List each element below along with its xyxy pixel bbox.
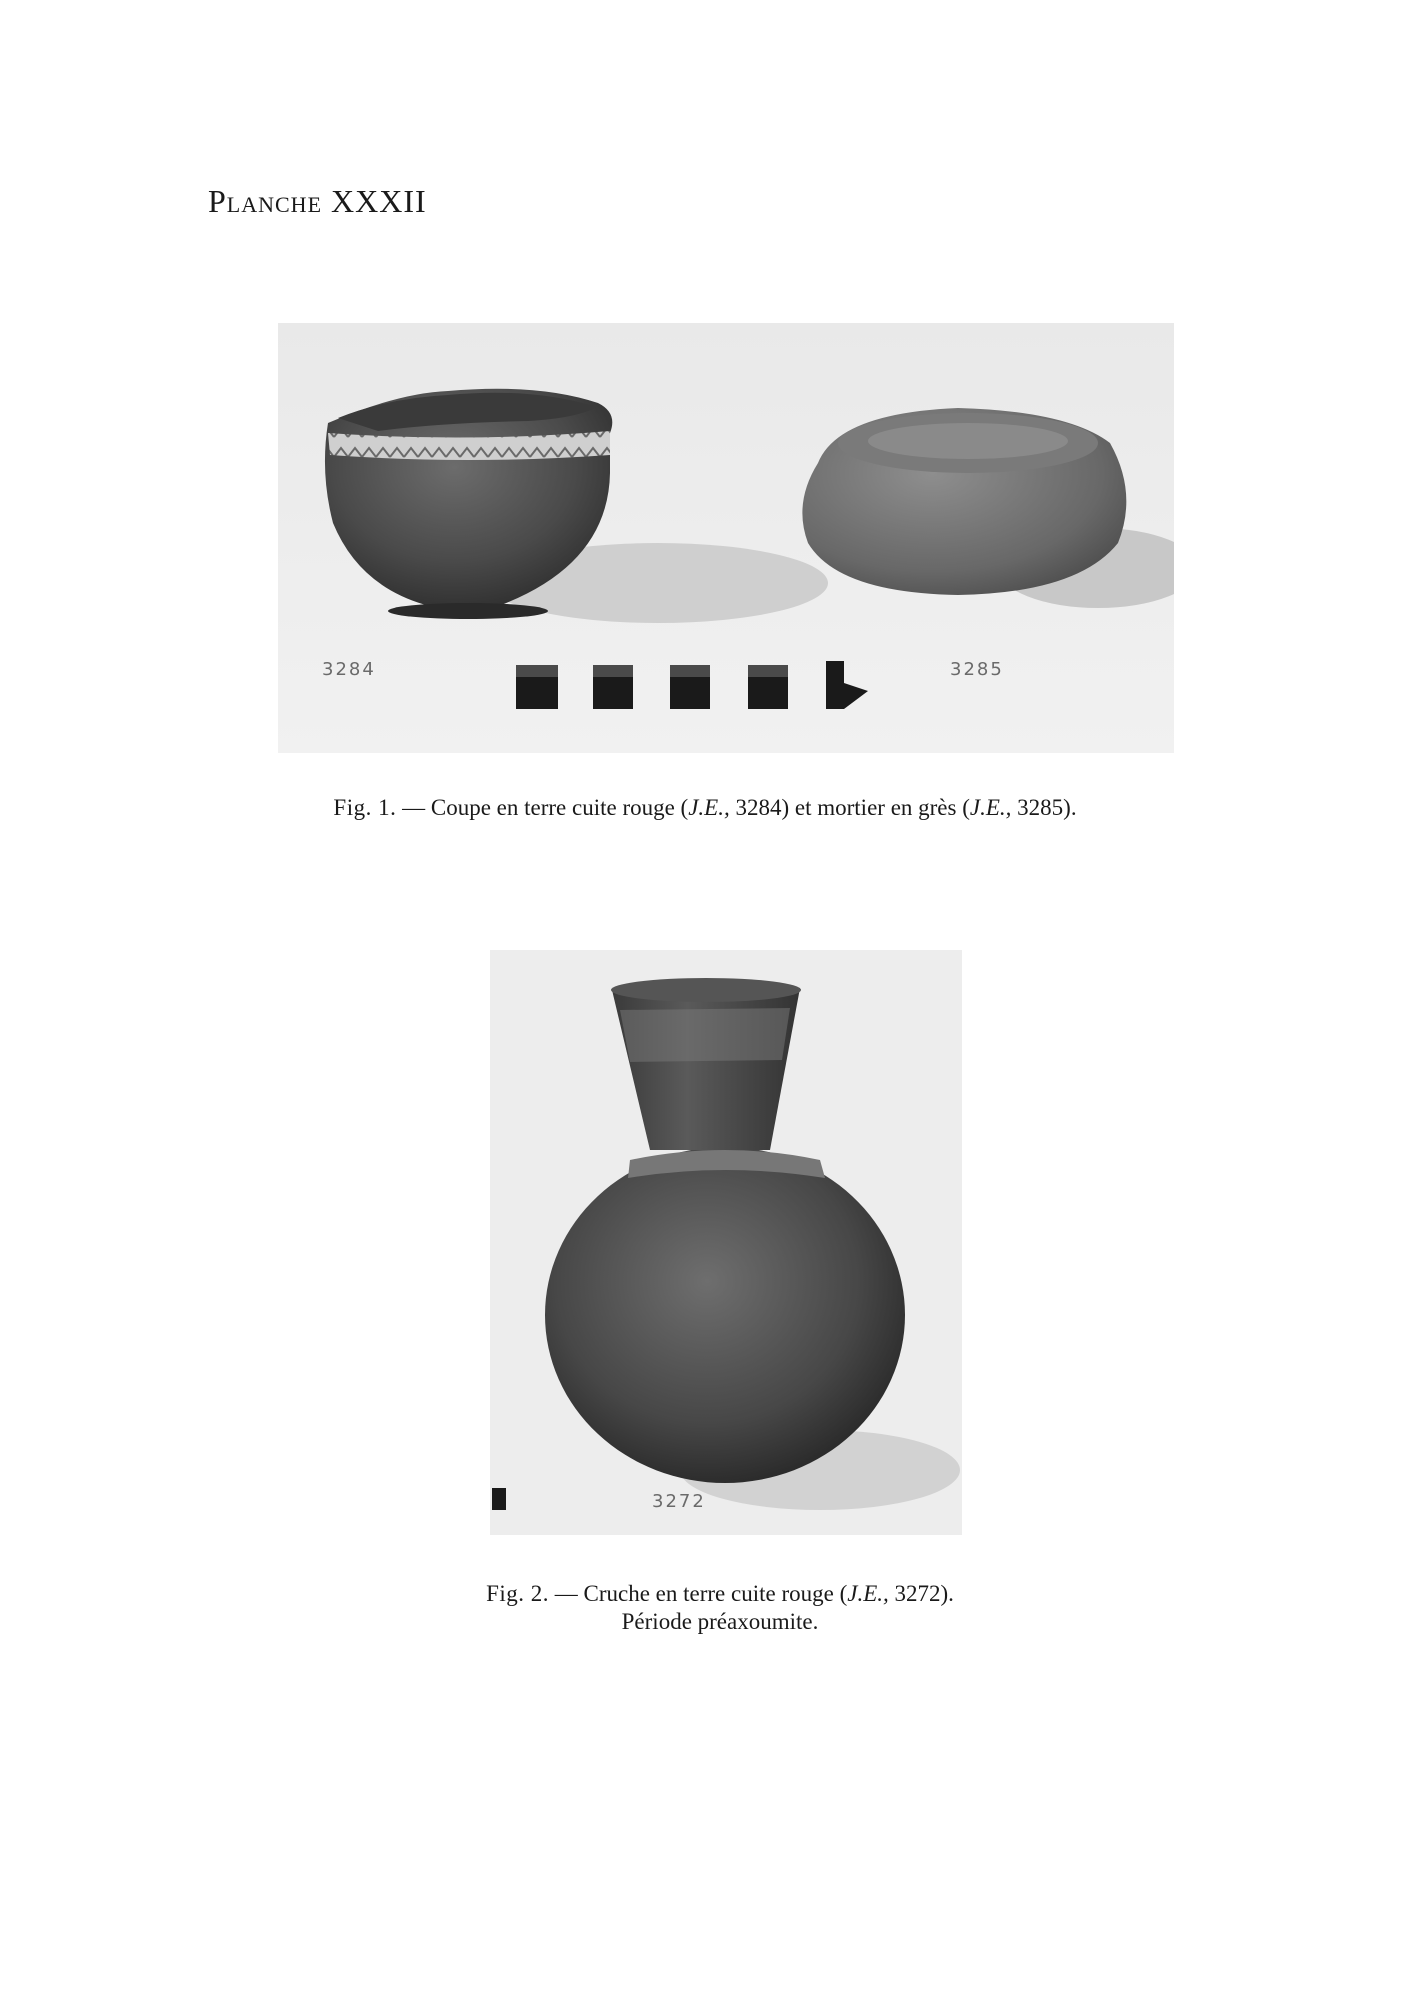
figure-2-caption (420, 1580, 1020, 1636)
caption-text: 3272). (888, 1581, 954, 1606)
figure-1-photo (278, 323, 1174, 753)
figure-1-label-right: 3285 (950, 659, 1004, 680)
figure-2-number: Fig. 2. (486, 1581, 549, 1606)
caption-text: 3285). (1011, 795, 1077, 820)
caption-reference: J.E., (688, 795, 730, 820)
plate-title: Planche XXXII (208, 183, 427, 219)
figure-1-caption (200, 795, 1210, 821)
caption-text: Coupe en terre cuite rouge ( (430, 795, 689, 820)
figure-1-number: Fig. 1. (333, 795, 397, 820)
figure-2-label: 3272 (652, 1491, 706, 1512)
figure-2-photo (490, 950, 962, 1535)
figure-1-label-left: 3284 (322, 659, 376, 680)
caption-text: Cruche en terre cuite rouge ( (583, 1581, 848, 1606)
caption-period: Période préaxoumite. (621, 1609, 819, 1634)
caption-dash: — (402, 795, 426, 820)
caption-dash: — (554, 1581, 578, 1606)
caption-reference: J.E., (969, 795, 1012, 820)
caption-reference: J.E., (847, 1581, 889, 1606)
caption-text: 3284) et mortier en grès ( (729, 795, 970, 820)
